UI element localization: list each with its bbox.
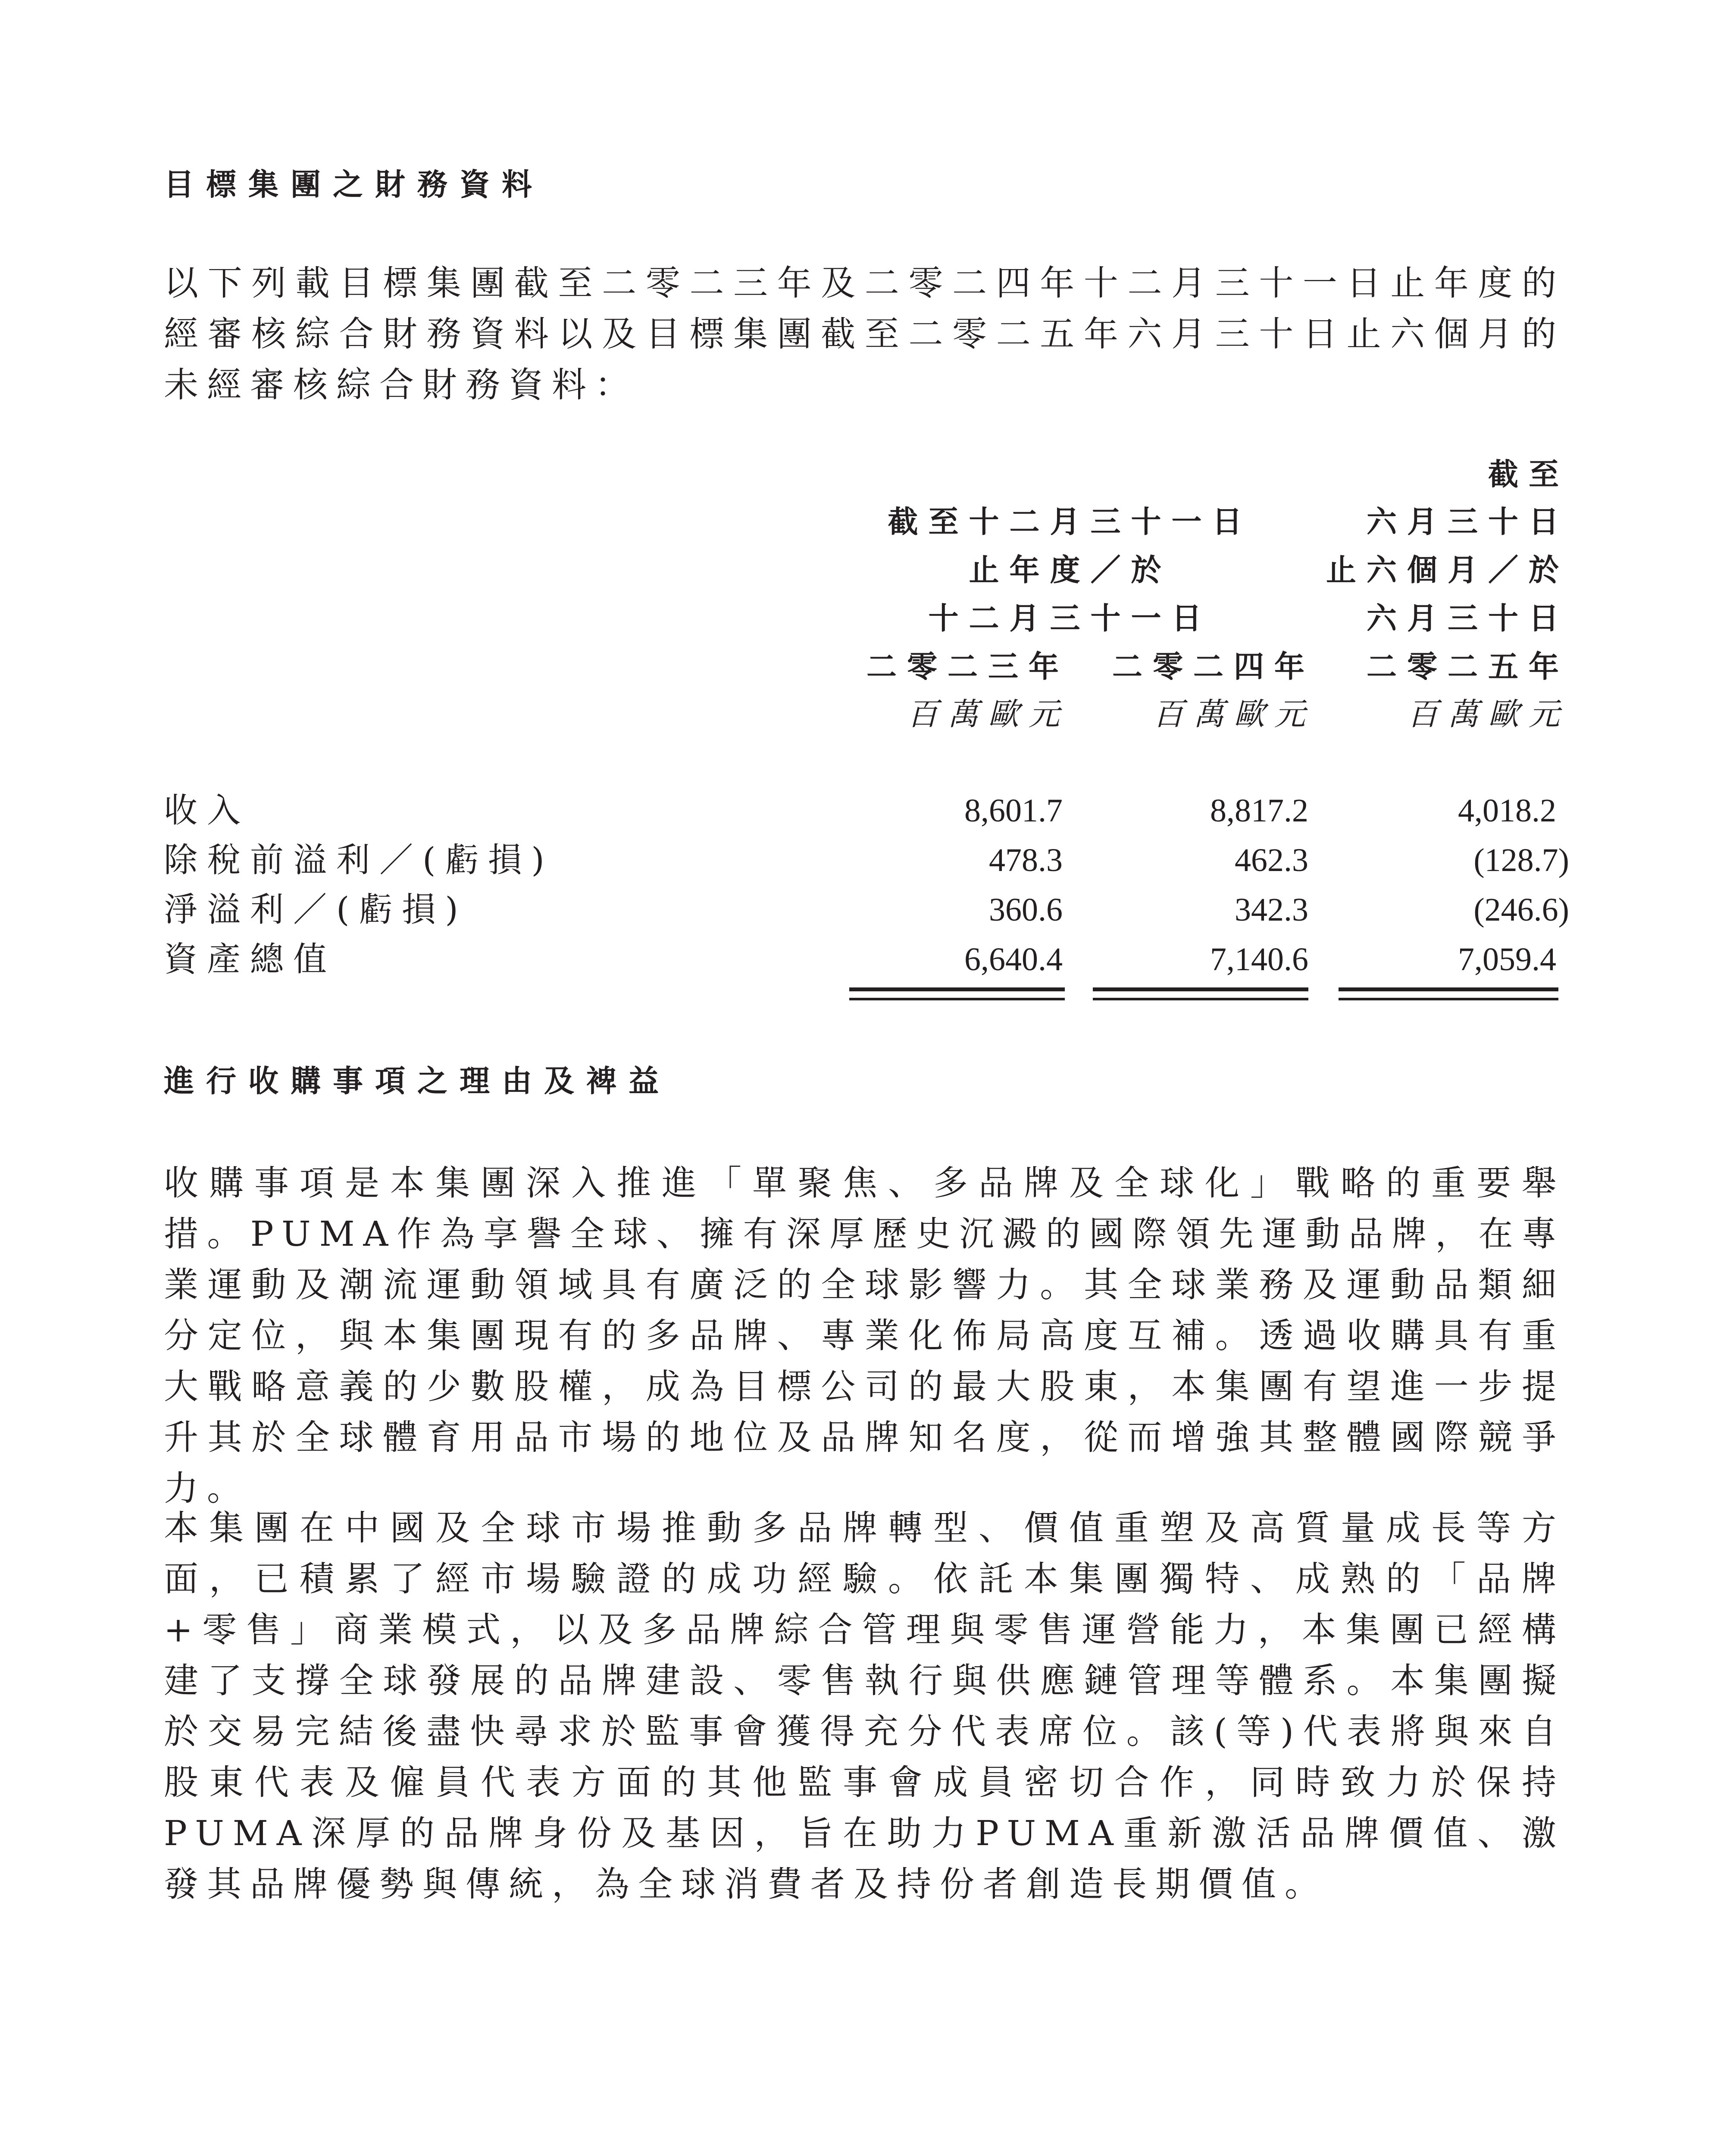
row-label-net-profit: 淨溢利／(虧損)	[164, 890, 468, 929]
row-label-revenue: 收入	[164, 791, 250, 830]
col-group-b-line0: 截至	[1488, 456, 1569, 492]
reasons-paragraph-2: 本集團在中國及全球市場推動多品牌轉型、價值重塑及高質量成長等方面，已積累了經市場驗證的成功經驗。依託本集團獨特、成熟的「品牌+零售」商業模式，以及多品牌綜合管理與零售運營能力，本集團已經構建了支撐全球發展的品牌建設、零售執行與供應鏈管理等體系。本集團擬於交易完結後盡快尋求於監事會獲得充分代表席位。該(等)代表將與來自股東代表及僱員代表方面的其他監事會成員密切合作，同時致力於保持PUMA深厚的品牌身份及基因，旨在助力PUMA重新激活品牌價值、激發其品牌優勢與傳統，為全球消費者及持份者創造長期價值。	[164, 1508, 1565, 1904]
cell-net-2025: (246.6)	[1473, 892, 1569, 928]
col-group-b-line2: 止六個月／於	[1326, 552, 1569, 588]
cell-revenue-2025: 4,018.2	[1458, 793, 1556, 829]
cell-net-2023: 360.6	[989, 892, 1063, 928]
section-heading-financial-info: 目標集團之財務資料	[164, 166, 544, 202]
total-rule-2024-bottom	[1093, 998, 1308, 1000]
section-heading-reasons-benefits: 進行收購事項之理由及裨益	[164, 1063, 671, 1099]
cell-revenue-2023: 8,601.7	[964, 793, 1063, 829]
cell-assets-2025: 7,059.4	[1458, 941, 1556, 978]
total-rule-2023-bottom	[849, 998, 1065, 1000]
cell-assets-2024: 7,140.6	[1210, 941, 1308, 978]
col-unit-2025: 百萬歐元	[1407, 696, 1569, 732]
col-group-b-line1: 六月三十日	[1367, 504, 1569, 539]
col-group-b-line3: 六月三十日	[1367, 600, 1569, 636]
col-unit-2023: 百萬歐元	[907, 696, 1069, 732]
col-year-2023: 二零二三年	[866, 649, 1069, 684]
col-group-a-line1: 截至十二月三十一日	[888, 504, 1253, 539]
cell-pbt-2023: 478.3	[989, 842, 1063, 878]
intro-paragraph: 以下列載目標集團截至二零二三年及二零二四年十二月三十一日止年度的經審核綜合財務資料以及目標集團截至二零二五年六月三十日止六個月的未經審核綜合財務資料：	[164, 263, 1565, 405]
total-rule-2025-top	[1339, 987, 1558, 991]
row-label-total-assets: 資產總值	[164, 940, 337, 979]
cell-assets-2023: 6,640.4	[964, 941, 1063, 978]
cell-pbt-2024: 462.3	[1235, 842, 1308, 878]
col-year-2025: 二零二五年	[1367, 649, 1569, 684]
cell-revenue-2024: 8,817.2	[1210, 793, 1308, 829]
total-rule-2023-top	[849, 987, 1065, 991]
total-rule-2024-top	[1093, 987, 1308, 991]
col-unit-2024: 百萬歐元	[1152, 696, 1315, 732]
cell-pbt-2025: (128.7)	[1473, 842, 1569, 878]
total-rule-2025-bottom	[1339, 998, 1558, 1000]
reasons-paragraph-1: 收購事項是本集團深入推進「單聚焦、多品牌及全球化」戰略的重要舉措。PUMA作為享譽全球、擁有深厚歷史沉澱的國際領先運動品牌，在專業運動及潮流運動領域具有廣泛的全球影響力。其全球業務及運動品類細分定位，與本集團現有的多品牌、專業化佈局高度互補。透過收購具有重大戰略意義的少數股權，成為目標公司的最大股東，本集團有望進一步提升其於全球體育用品市場的地位及品牌知名度，從而增強其整體國際競爭力。	[164, 1163, 1565, 1508]
col-year-2024: 二零二四年	[1112, 649, 1315, 684]
col-group-a-line2: 止年度／於	[969, 552, 1172, 588]
cell-net-2024: 342.3	[1235, 892, 1308, 928]
col-group-a-line3: 十二月三十一日	[928, 600, 1212, 636]
row-label-profit-before-tax: 除稅前溢利／(虧損)	[164, 841, 554, 880]
